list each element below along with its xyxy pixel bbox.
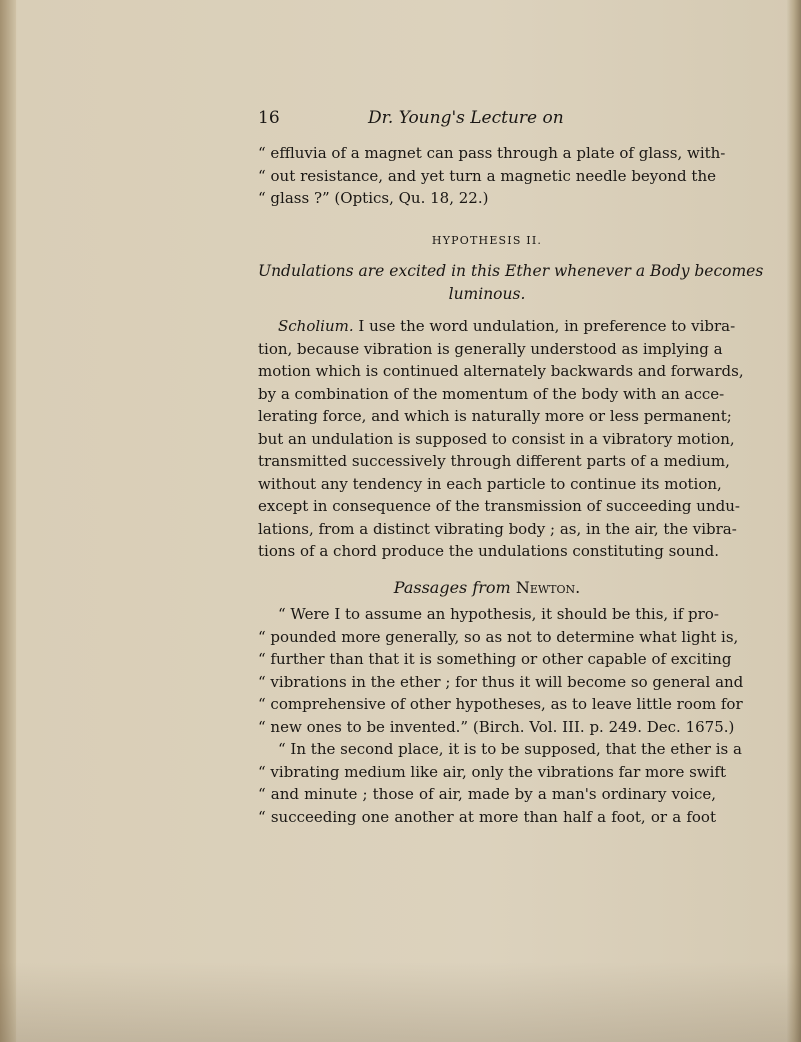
quote-line: “ and minute ; those of air, made by a man's ordinary voice,	[258, 785, 716, 803]
text-line: Undulations are excited in this Ether whenever a Body becomes	[258, 262, 764, 280]
page-body	[258, 142, 764, 828]
text-line: motion which is continued alternately backwards and forwards,	[258, 362, 744, 380]
quote-line: “ succeeding one another at more than half a foot, or a foot	[258, 807, 716, 826]
text-line: I use the word undulation, in preference to vibra-	[353, 317, 736, 335]
passages-heading-italic: Passages from	[393, 577, 511, 597]
text-line: lerating force, and which is naturally more or less permanent;	[258, 407, 732, 425]
quote-line: “ pounded more generally, so as not to determine what light is,	[258, 627, 739, 646]
text-line: except in consequence of the transmission of succeeding undu-	[258, 497, 740, 515]
page-edge	[787, 0, 801, 1042]
quote-line: “ further than that it is something or other capable of exciting	[258, 650, 732, 668]
header-title: Dr. Young's Lecture on	[368, 108, 564, 128]
hypothesis-statement	[258, 260, 764, 305]
text-line: tion, because vibration is generally understood as implying a	[258, 339, 723, 358]
scholium-first-line	[258, 315, 736, 338]
page-number: 16	[258, 108, 280, 128]
text-line: “ effluvia of a magnet can pass through a plate of glass, with-	[258, 144, 726, 162]
quote-line: “ Were I to assume an hypothesis, it should be this, if pro-	[278, 605, 719, 623]
text-line: but an undulation is supposed to consist in a vibratory motion,	[258, 429, 735, 448]
quote-line: “ vibrating medium like air, only the vibrations far more swift	[258, 762, 727, 781]
passages-heading	[258, 577, 716, 600]
quote-line: “ In the second place, it is to be supposed, that the ether is a	[278, 740, 742, 758]
quote-line: “ vibrations in the ether ; for thus it will become so general and	[258, 672, 744, 691]
gutter-shadow	[0, 0, 16, 1042]
text-line: transmitted successively through different parts of a medium,	[258, 452, 730, 470]
passages-heading-name: Newton.	[515, 577, 581, 597]
text-line: by a combination of the momentum of the body with an acce-	[258, 384, 725, 403]
quote-line: “ comprehensive of other hypotheses, as to leave little room for	[258, 695, 743, 713]
text-line: “ out resistance, and yet turn a magnetic needle beyond the	[258, 166, 716, 185]
hypothesis-heading: HYPOTHESIS II.	[431, 233, 543, 247]
text-line: without any tendency in each particle to continue its motion,	[258, 474, 722, 493]
bottom-shadow	[0, 962, 801, 1042]
text-line: “ glass ?” (Optics, Qu. 18, 22.)	[258, 189, 489, 207]
scholium-label: Scholium.	[278, 317, 354, 335]
text-line: lations, from a distinct vibrating body ; as, in the air, the vibra-	[258, 519, 737, 538]
text-line: luminous.	[448, 284, 526, 303]
quote-line: “ new ones to be invented.” (Birch. Vol. III. p. 249. Dec. 1675.)	[258, 717, 735, 736]
running-head	[258, 108, 718, 134]
text-line: tions of a chord produce the undulations constituting sound.	[258, 542, 720, 560]
